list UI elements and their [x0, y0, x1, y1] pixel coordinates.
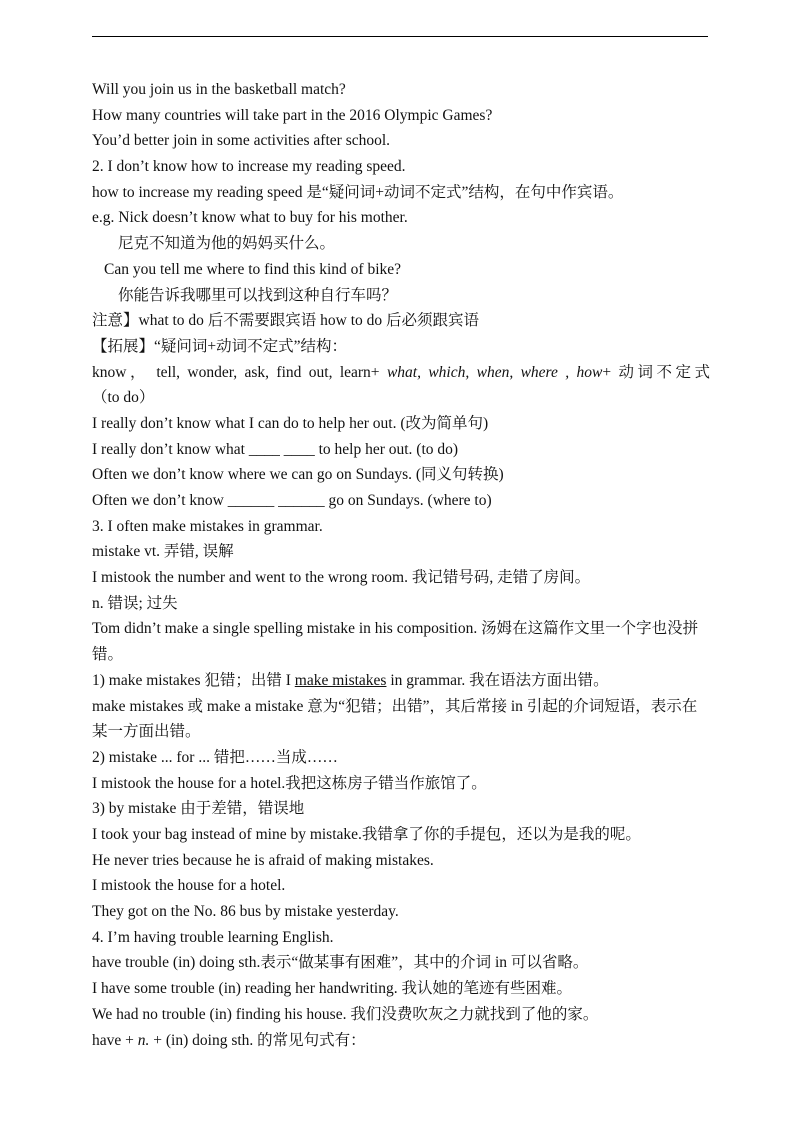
infinitive-label: + 动词不定式: [602, 363, 711, 381]
exercise-line: I really don’t know what I can do to help her out. (改为简单句): [92, 414, 489, 432]
example-line: I mistook the house for a hotel.: [92, 877, 286, 895]
pattern-start: have +: [92, 1031, 138, 1049]
example-line: We had no trouble (in) finding his house. 我们没费吹灰之力就找到了他的家。: [92, 1005, 599, 1023]
underlined-phrase: make mistakes: [294, 671, 387, 689]
exercise-line: I really don’t know what ____ ____ to help her out. (to do): [92, 440, 459, 458]
example-line: I have some trouble (in) reading her handwriting. 我认她的笔迹有些困难。: [92, 980, 572, 998]
text-line: You’d better join in some activities after school.: [92, 132, 391, 150]
pattern-end: + (in) doing sth. 的常见句式有：: [149, 1031, 366, 1049]
text-line: [92, 1028, 710, 1054]
text-line: Will you join us in the basketball match?: [92, 81, 346, 98]
text-line: [92, 360, 710, 386]
example-line: He never tries because he is afraid of making mistakes.: [92, 851, 434, 869]
text-line: make mistakes 或 make a mistake 意为“犯错；出错”，其后常接 in 引起的介词短语，表示在某一方面出错。: [92, 697, 698, 741]
text-line: have trouble (in) doing sth.表示“做某事有困难”，其中的介词 in 可以省略。: [92, 954, 589, 972]
text-line: [92, 668, 710, 694]
text-line: n. 错误; 过失: [92, 594, 178, 612]
section-heading: 3. I often make mistakes in grammar.: [92, 517, 323, 535]
text-line: How many countries will take part in the 2016 Olympic Games?: [92, 106, 493, 124]
document-body: [92, 77, 710, 1053]
text-line: mistake vt. 弄错, 误解: [92, 543, 234, 561]
example-line: They got on the No. 86 bus by mistake yesterday.: [92, 903, 399, 921]
example-line: Can you tell me where to find this kind of bike?: [104, 260, 402, 278]
text-line: how to increase my reading speed 是“疑问词+动词不定式”结构，在句中作宾语。: [92, 183, 624, 201]
verb-list: know， tell, wonder, ask, find out, learn+: [92, 363, 387, 381]
exercise-line: Often we don’t know where we can go on Sundays. (同义句转换): [92, 466, 504, 484]
expansion-heading: 【拓展】“疑问词+动词不定式”结构：: [92, 337, 348, 355]
example-line: I mistook the house for a hotel.我把这栋房子错当作旅馆了。: [92, 774, 487, 792]
phrase-label: 1) make mistakes 犯错；出错 I: [92, 671, 295, 689]
pattern-noun: n.: [137, 1031, 150, 1049]
question-words: what, which, when, where , how: [386, 363, 603, 381]
example-line: I took your bag instead of mine by mistake.我错拿了你的手提包，还以为是我的呢。: [92, 826, 641, 843]
text-line: （to do）: [92, 389, 155, 407]
translation-line: 尼克不知道为他的妈妈买什么。: [118, 235, 336, 253]
example-line: Tom didn’t make a single spelling mistake in his composition. 汤姆在这篇作文里一个字也没拼错。: [92, 620, 699, 664]
text-line: 2) mistake ... for ... 错把……当成……: [92, 748, 338, 766]
header-rule: [92, 36, 708, 37]
translation-line: 你能告诉我哪里可以找到这种自行车吗？: [118, 286, 398, 304]
example-line: I mistook the number and went to the wrong room. 我记错号码, 走错了房间。: [92, 569, 591, 587]
section-heading: 2. I don’t know how to increase my reading speed.: [92, 158, 406, 176]
exercise-line: Often we don’t know ______ ______ go on Sundays. (where to): [92, 492, 492, 509]
example-line: e.g. Nick doesn’t know what to buy for his mother.: [92, 209, 408, 227]
section-heading: 4. I’m having trouble learning English.: [92, 928, 334, 946]
phrase-example: in grammar. 我在语法方面出错。: [386, 671, 609, 689]
note-line: 注意】what to do 后不需要跟宾语 how to do 后必须跟宾语: [92, 312, 480, 330]
text-line: 3) by mistake 由于差错，错误地: [92, 800, 305, 818]
